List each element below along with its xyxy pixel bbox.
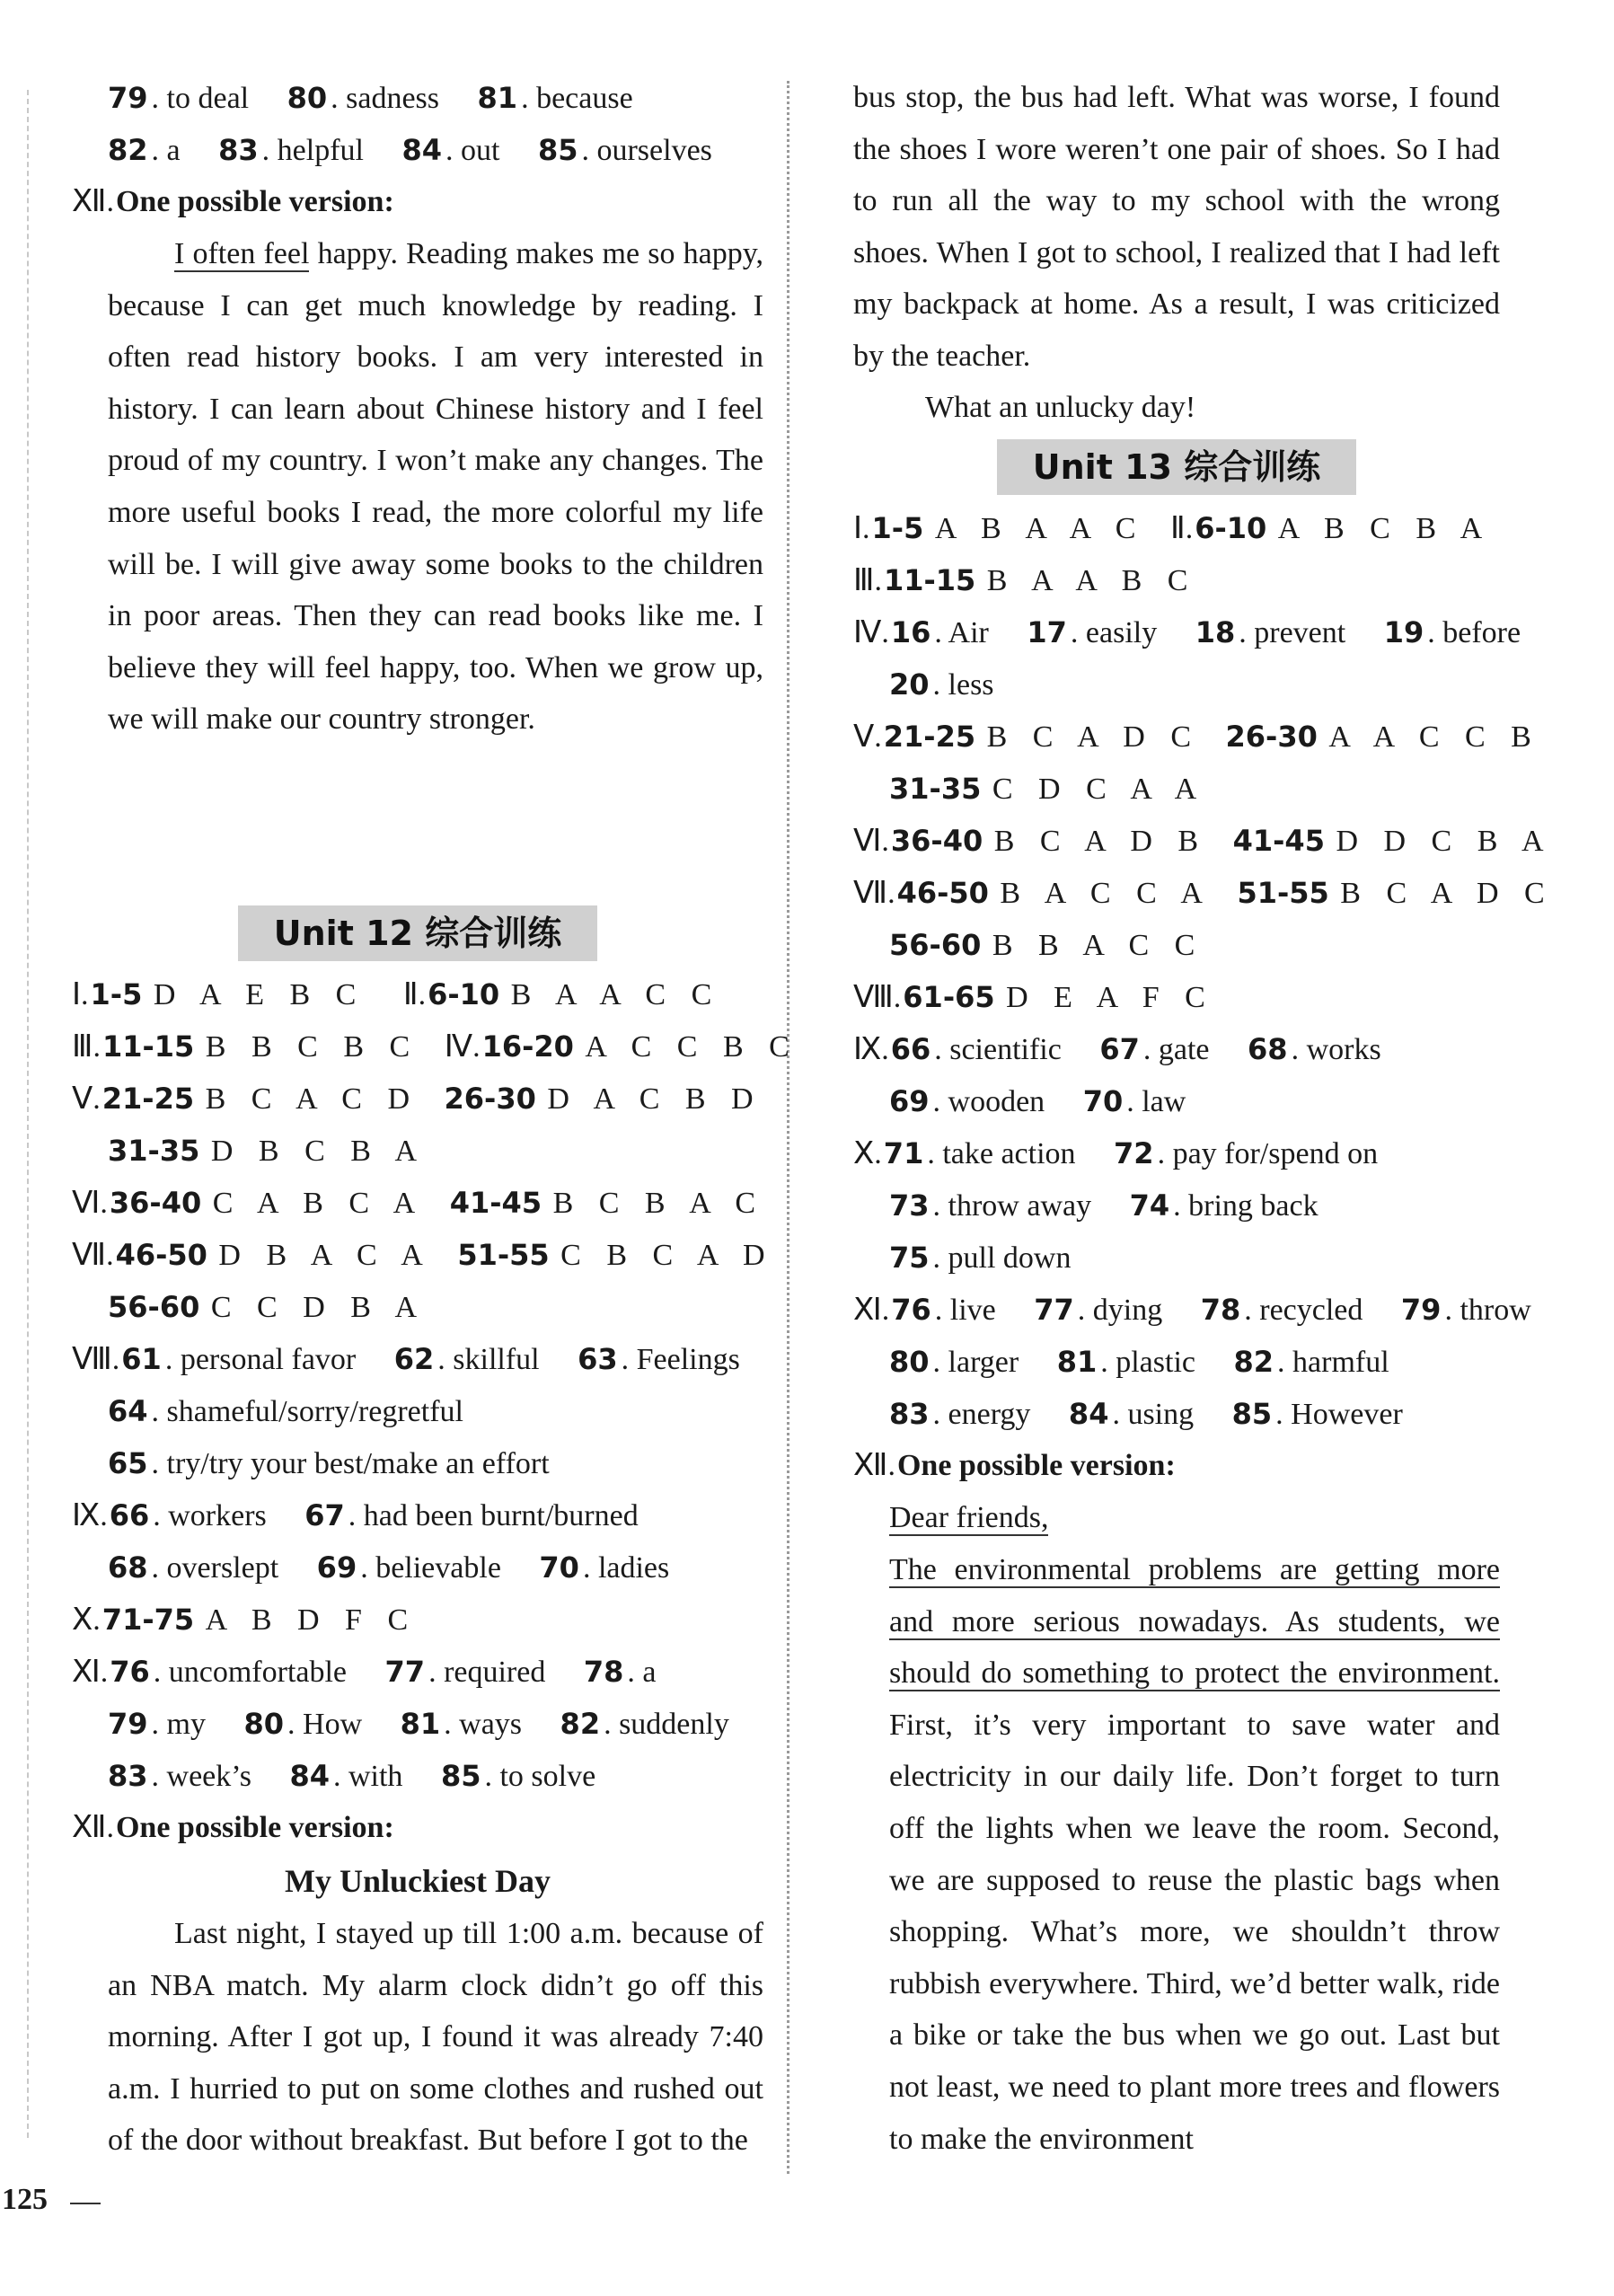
answer-line: Ⅷ.61 . personal favor 62 . skillful 63 . Feelings [72, 1342, 740, 1376]
answer-line: Ⅰ.1-5 D A E B C Ⅱ.6-10 B A A C C [72, 977, 721, 1011]
answer-line: Ⅺ.76 . live 77 . dying 78 . recycled 79 . throw [853, 1293, 1531, 1327]
answer-line: Ⅷ.61-65 D E A F C [853, 980, 1214, 1014]
essay-paragraph: bus stop, the bus had left. What was worse, I found the shoes I wore weren’t one pair of shoes. So I had to run all the way to my school with the wrong shoes. When I got to school, I realized that I had left my backpack at home. As a result, I was criticized by the teacher. [853, 81, 1500, 373]
letter-greeting: Dear friends, [889, 1501, 1049, 1534]
answer-line: Ⅶ.46-50 D B A C A 51-55 C B C A D [72, 1238, 774, 1272]
answer-line: Ⅺ.76 . uncomfortable 77 . required 78 . a [72, 1655, 657, 1689]
essay-ending: What an unlucky day! [925, 391, 1196, 424]
answer-line: Ⅹ.71 . take action 72 . pay for/spend on [853, 1136, 1379, 1170]
answer-line: 83 . week’s 84 . with 85 . to solve [108, 1759, 596, 1793]
answer-line: 75 . pull down [889, 1241, 1072, 1275]
answer-line: Ⅴ.21-25 B C A C D 26-30 D A C B D [72, 1082, 763, 1116]
answer-line: Ⅶ.46-50 B A C C A 51-55 B C A D C [853, 876, 1554, 910]
answer-line: Ⅵ.36-40 C A B C A 41-45 B C B A C [72, 1186, 765, 1220]
answer-line: 83 . energy 84 . using 85 . However [889, 1397, 1403, 1431]
answer-line: Ⅲ.11-15 B A A B C [853, 563, 1197, 597]
answer-line: 79 . my 80 . How 81 . ways 82 . suddenly [108, 1707, 729, 1741]
section-heading: Ⅻ.One possible version: [72, 1811, 394, 1844]
right-column [853, 72, 1554, 2165]
answer-line: 65 . try/try your best/make an effort [108, 1446, 550, 1480]
left-column [72, 72, 798, 2167]
answer-line: 31-35 C D C A A [889, 772, 1206, 806]
answer-line: Ⅰ.1-5 A B A A C Ⅱ.6-10 A B C B A [853, 511, 1492, 545]
answer-line: 56-60 B B A C C [889, 928, 1204, 962]
answer-line: 68 . overslept 69 . believable 70 . ladies [108, 1550, 670, 1585]
answer-line: 73 . throw away 74 . bring back [889, 1188, 1319, 1223]
essay-title: My Unluckiest Day [285, 1863, 551, 1899]
essay-paragraph: Last night, I stayed up till 1:00 a.m. because of an NBA match. My alarm clock didn’t go off this morning. After I got up, I found it was already 7:40 a.m. I hurried to put on some clothes and rushed out of the door without breakfast. But before I got to the [108, 1917, 763, 2158]
answer-line: Ⅳ.16 . Air 17 . easily 18 . prevent 19 . before [853, 615, 1521, 649]
answer-line: 80 . larger 81 . plastic 82 . harmful [889, 1345, 1389, 1379]
unit-12-banner: Unit 12 综合训练 [72, 905, 763, 965]
letter-body: The environmental problems are getting more and more serious nowadays. As students, we should do something to protect the environment. First, it’s very important to save water and electricity in our daily life. Don’t forget to turn off the lights when we leave the room. Second, we are supposed to reuse the plastic bags when shopping. What’s more, we shouldn’t throw rubbish everywhere. Third, we’d better walk, ride a bike or take the bus when we go out. Last but not least, we need to plant more trees and flowers to make the environment [889, 1553, 1500, 2156]
section-heading: Ⅻ.One possible version: [72, 185, 394, 218]
answer-line: Ⅲ.11-15 B B C B C Ⅳ.16-20 A C C B C [72, 1029, 798, 1064]
answer-line: 31-35 D B C B A [108, 1134, 427, 1168]
answer-line: Ⅹ.71-75 A B D F C [72, 1603, 418, 1637]
answer-line: 69 . wooden 70 . law [889, 1084, 1186, 1118]
answer-line: 82 . a 83 . helpful 84 . out 85 . ourselves [108, 133, 712, 167]
column-divider [787, 81, 789, 2174]
page-number: 125 [2, 2183, 48, 2216]
answer-line: Ⅵ.36-40 B C A D B 41-45 D D C B A [853, 824, 1553, 858]
unit-13-banner: Unit 13 综合训练 [853, 439, 1500, 499]
essay-paragraph: I often feel happy. Reading makes me so happy, because I can get much knowledge by reading. I often read history books. I am very interested in history. I can learn about Chinese history and I feel proud of my country. I won’t make any changes. The more useful books I read, the more colorful my life will be. I will give away some books to the children in poor areas. Then they can read books like me. I believe they will feel happy, too. When we grow up, we will make our country stronger. [108, 237, 763, 737]
answer-line: Ⅸ.66 . scientific 67 . gate 68 . works [853, 1032, 1381, 1066]
binding-edge-line [27, 90, 29, 2138]
answer-line: 56-60 C C D B A [108, 1290, 427, 1324]
page-number-dash [70, 2203, 101, 2204]
answer-line: 20 . less [889, 667, 994, 702]
answer-line: Ⅴ.21-25 B C A D C 26-30 A A C C B [853, 720, 1540, 754]
answer-line: Ⅸ.66 . workers 67 . had been burnt/burned [72, 1498, 639, 1532]
answer-line: 79 . to deal 80 . sadness 81 . because [108, 81, 633, 115]
section-heading: Ⅻ.One possible version: [853, 1449, 1176, 1482]
answer-line: 64 . shameful/sorry/regretful [108, 1394, 463, 1428]
